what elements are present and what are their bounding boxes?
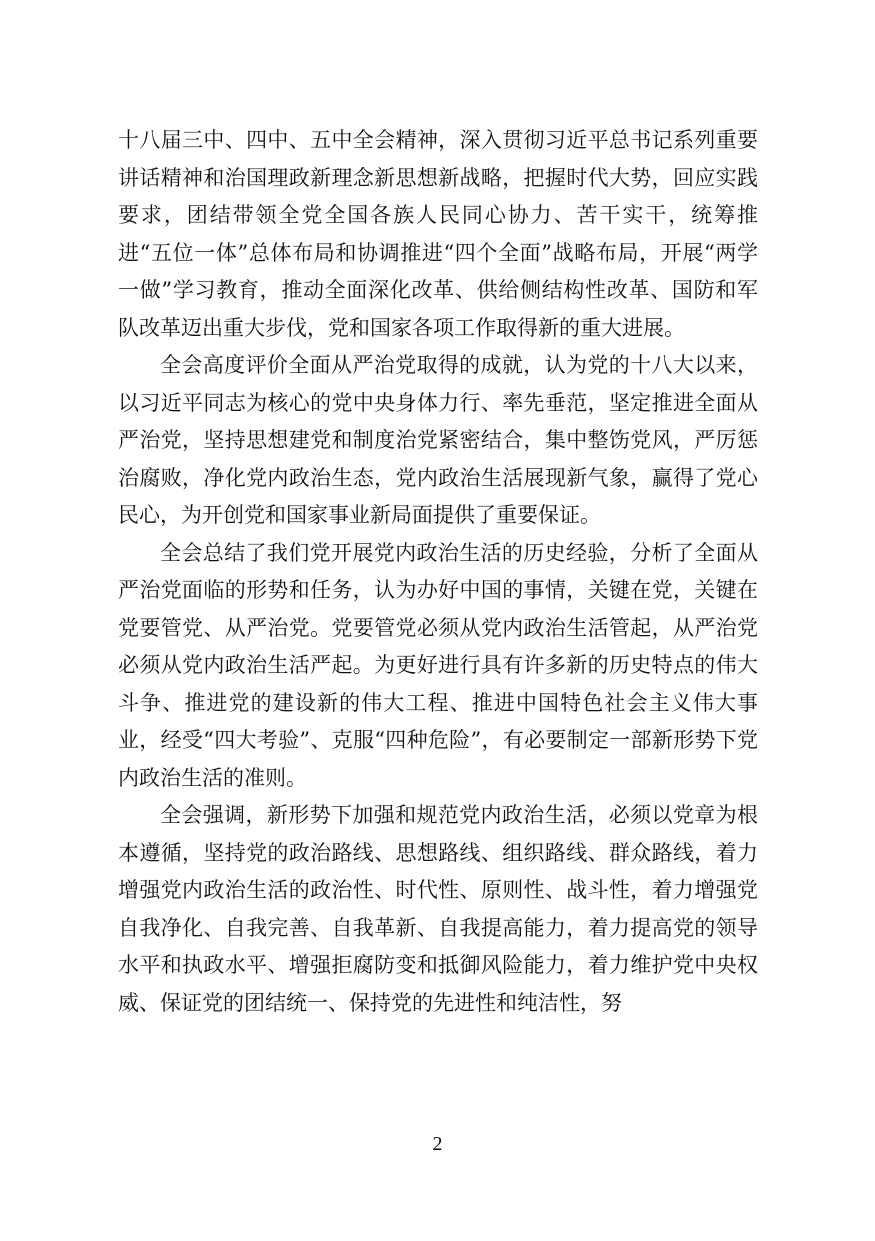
paragraph-1: 十八届三中、四中、五中全会精神，深入贯彻习近平总书记系列重要讲话精神和治国理政新理念新思想新战略，把握时代大势，回应实践要求，团结带领全党全国各族人民同心协力、苦干实干，统筹推进“五位一体”总体布局和协调推进“四个全面”战略布局，开展“两学一做”学习教育，推动全面深化改革、供给侧结构性改革、国防和军队改革迈出重大步伐，党和国家各项工作取得新的重大进展。 [118, 128, 758, 340]
paragraph-4: 全会强调，新形势下加强和规范党内政治生活，必须以党章为根本遵循，坚持党的政治路线、思想路线、组织路线、群众路线，着力增强党内政治生活的政治性、时代性、原则性、战斗性，着力增强党自我净化、自我完善、自我革新、自我提高能力，着力提高党的领导水平和执政水平、增强拒腐防变和抵御风险能力，着力维护党中央权威、保证党的团结统一、保持党的先进性和纯洁性，努 [118, 803, 758, 1015]
page-number: 2 [432, 1133, 443, 1155]
body-text [118, 122, 758, 1022]
paragraph-2: 全会高度评价全面从严治党取得的成就，认为党的十八大以来，以习近平同志为核心的党中央身体力行、率先垂范，坚定推进全面从严治党，坚持思想建党和制度治党紧密结合，集中整饬党风，严厉惩治腐败，净化党内政治生态，党内政治生活展现新气象，赢得了党心民心，为开创党和国家事业新局面提供了重要保证。 [118, 353, 758, 527]
paragraph-3: 全会总结了我们党开展党内政治生活的历史经验，分析了全面从严治党面临的形势和任务，认为办好中国的事情，关键在党，关键在党要管党、从严治党。党要管党必须从党内政治生活管起，从严治党必须从党内政治生活严起。为更好进行具有许多新的历史特点的伟大斗争、推进党的建设新的伟大工程、推进中国特色社会主义伟大事业，经受“四大考验”、克服“四种危险”，有必要制定一部新形势下党内政治生活的准则。 [118, 540, 758, 790]
